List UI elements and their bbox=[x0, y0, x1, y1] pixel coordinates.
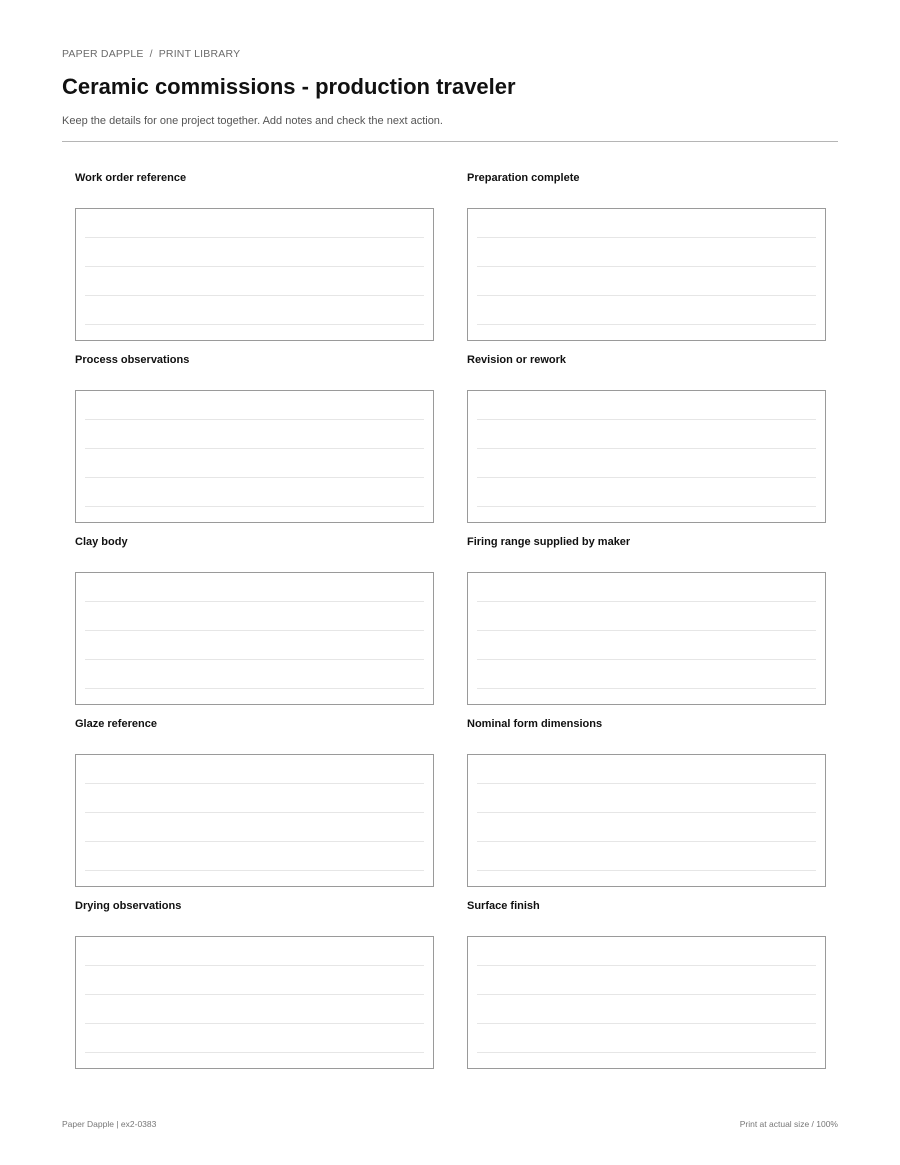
writing-line bbox=[477, 295, 816, 296]
writing-line bbox=[477, 812, 816, 813]
writing-box[interactable] bbox=[75, 936, 434, 1069]
writing-line bbox=[477, 783, 816, 784]
field-label: Process observations bbox=[75, 354, 190, 366]
header-divider bbox=[62, 141, 838, 142]
writing-line bbox=[85, 324, 424, 325]
writing-line bbox=[477, 477, 816, 478]
field-label: Clay body bbox=[75, 536, 128, 548]
field-label: Work order reference bbox=[75, 172, 187, 184]
writing-line bbox=[477, 841, 816, 842]
writing-line bbox=[477, 659, 816, 660]
field-surface-finish bbox=[467, 900, 826, 1082]
field-preparation-complete bbox=[467, 172, 826, 354]
writing-line bbox=[85, 419, 424, 420]
writing-line bbox=[477, 324, 816, 325]
writing-line bbox=[85, 688, 424, 689]
field-label: Drying observations bbox=[75, 900, 182, 912]
field-label: Revision or rework bbox=[467, 354, 567, 366]
writing-box[interactable] bbox=[467, 572, 826, 705]
writing-line bbox=[477, 630, 816, 631]
page-subtitle: Keep the details for one project together. Add notes and check the next action. bbox=[62, 115, 443, 127]
writing-line bbox=[477, 688, 816, 689]
field-drying-observations bbox=[75, 900, 434, 1082]
field-glaze-reference bbox=[75, 718, 434, 900]
writing-box[interactable] bbox=[75, 754, 434, 887]
writing-line bbox=[85, 266, 424, 267]
writing-line bbox=[85, 841, 424, 842]
writing-line bbox=[85, 965, 424, 966]
writing-line bbox=[477, 601, 816, 602]
writing-line bbox=[85, 870, 424, 871]
field-clay-body bbox=[75, 536, 434, 718]
writing-line bbox=[85, 295, 424, 296]
field-label: Firing range supplied by maker bbox=[467, 536, 631, 548]
writing-line bbox=[477, 870, 816, 871]
writing-line bbox=[477, 237, 816, 238]
footer-print-note: Print at actual size / 100% bbox=[739, 1119, 838, 1129]
writing-line bbox=[477, 448, 816, 449]
field-nominal-form-dimensions bbox=[467, 718, 826, 900]
writing-line bbox=[85, 448, 424, 449]
writing-line bbox=[85, 1023, 424, 1024]
writing-line bbox=[477, 994, 816, 995]
field-firing-range bbox=[467, 536, 826, 718]
breadcrumb-brand[interactable]: PAPER DAPPLE bbox=[62, 48, 144, 60]
writing-line bbox=[477, 1052, 816, 1053]
writing-line bbox=[85, 1052, 424, 1053]
writing-line bbox=[85, 783, 424, 784]
footer-document-id: Paper Dapple | ex2-0383 bbox=[62, 1119, 157, 1129]
writing-line bbox=[85, 659, 424, 660]
writing-line bbox=[477, 1023, 816, 1024]
writing-line bbox=[85, 630, 424, 631]
writing-box[interactable] bbox=[75, 572, 434, 705]
writing-box[interactable] bbox=[75, 208, 434, 341]
writing-line bbox=[85, 506, 424, 507]
writing-box[interactable] bbox=[467, 390, 826, 523]
writing-box[interactable] bbox=[467, 754, 826, 887]
breadcrumb-separator: / bbox=[149, 48, 153, 60]
writing-box[interactable] bbox=[467, 936, 826, 1069]
breadcrumb-section[interactable]: PRINT LIBRARY bbox=[158, 48, 241, 60]
writing-line bbox=[85, 994, 424, 995]
writing-box[interactable] bbox=[75, 390, 434, 523]
field-process-observations bbox=[75, 354, 434, 536]
writing-line bbox=[477, 965, 816, 966]
writing-line bbox=[477, 266, 816, 267]
page-title: Ceramic commissions - production traveler bbox=[62, 74, 516, 99]
writing-line bbox=[85, 477, 424, 478]
field-label: Surface finish bbox=[467, 900, 540, 912]
field-label: Preparation complete bbox=[467, 172, 580, 184]
field-revision-or-rework bbox=[467, 354, 826, 536]
field-label: Glaze reference bbox=[75, 718, 157, 730]
writing-line bbox=[85, 237, 424, 238]
breadcrumb bbox=[62, 48, 240, 60]
writing-box[interactable] bbox=[467, 208, 826, 341]
field-label: Nominal form dimensions bbox=[467, 718, 603, 730]
writing-line bbox=[85, 601, 424, 602]
printable-page bbox=[62, 0, 838, 1165]
writing-line bbox=[477, 506, 816, 507]
fields-grid bbox=[75, 172, 826, 1082]
writing-line bbox=[477, 419, 816, 420]
field-work-order-reference bbox=[75, 172, 434, 354]
writing-line bbox=[85, 812, 424, 813]
